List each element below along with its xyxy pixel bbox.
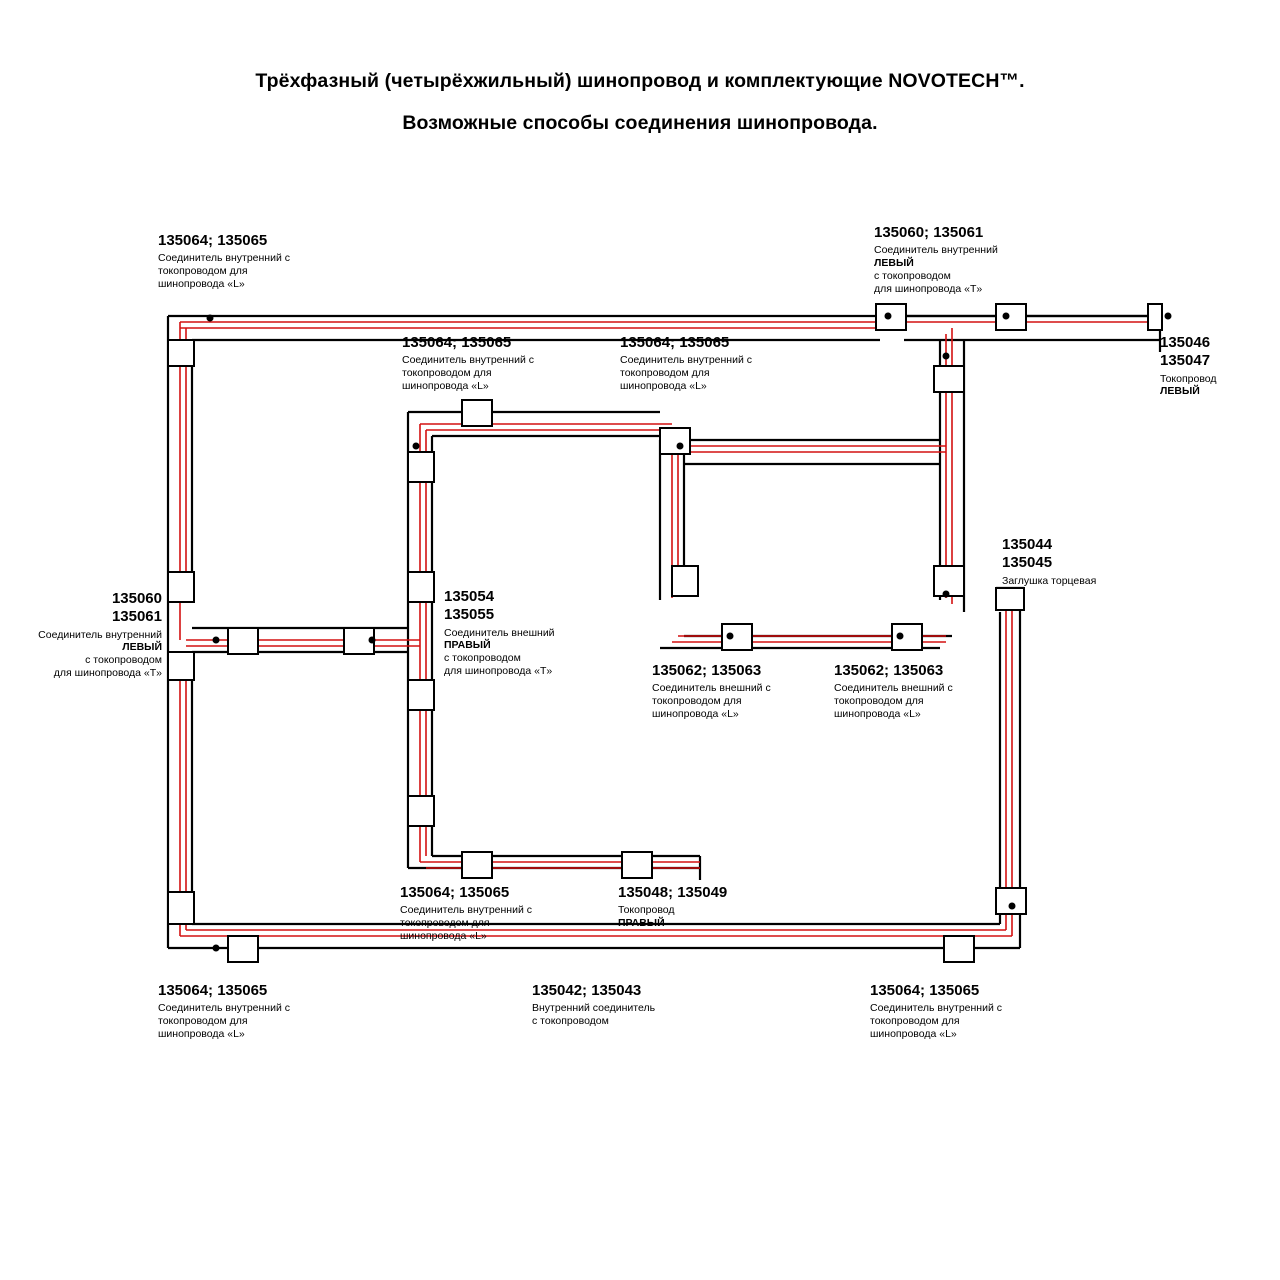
label-code: 135064; 135065 xyxy=(400,884,510,901)
connector-block xyxy=(660,428,690,454)
label-desc: Токопровод ЛЕВЫЙ xyxy=(1160,372,1217,398)
connector-block xyxy=(408,452,434,482)
label-code: 135064; 135065 xyxy=(402,334,512,351)
connector-block xyxy=(934,366,964,392)
label-desc: Соединитель внешний с токопроводом для шинопровода «L» xyxy=(652,682,771,720)
label-desc: Соединитель внутренний с токопроводом для шинопровода «L» xyxy=(158,252,290,290)
connector-block xyxy=(408,680,434,710)
connector-block xyxy=(622,852,652,878)
label-desc: Соединитель внутренний с токопроводом для шинопровода «L» xyxy=(158,1002,290,1040)
label-end-cap xyxy=(1002,536,1096,587)
label-bottom-right-l xyxy=(870,982,1002,1041)
label-outer-l-right xyxy=(834,662,953,721)
label-desc: Токопровод ПРАВЫЙ xyxy=(618,904,675,930)
label-code: 135044 xyxy=(1002,536,1053,553)
label-inner-right-l xyxy=(620,334,752,393)
label-right-track xyxy=(1160,334,1217,398)
connector-block xyxy=(1148,304,1162,330)
label-code: 135055 xyxy=(444,606,495,624)
connector-block xyxy=(722,624,752,650)
label-top-right-t xyxy=(874,224,998,295)
connector-block xyxy=(944,936,974,962)
connector-block xyxy=(408,796,434,826)
label-code: 135060 xyxy=(111,590,162,607)
connector-block xyxy=(168,572,194,602)
label-desc: Соединитель внутренний с токопроводом для шинопровода «L» xyxy=(400,904,532,942)
connector-block xyxy=(672,566,698,596)
label-code: 135064; 135065 xyxy=(620,334,730,351)
connector-blocks xyxy=(168,304,1162,962)
label-code: 135047 xyxy=(1160,352,1211,370)
label-code: 135054 xyxy=(444,588,495,605)
connector-block xyxy=(996,304,1026,330)
label-bottom-left-l xyxy=(158,982,290,1041)
label-left-t xyxy=(0,590,162,680)
label-code: 135062; 135063 xyxy=(834,662,944,679)
label-outer-l-left xyxy=(652,662,771,721)
label-right-track-bottom xyxy=(618,884,727,930)
label-desc: Заглушка торцевая xyxy=(1002,574,1097,587)
label-outer-t xyxy=(444,588,555,678)
label-code: 135064; 135065 xyxy=(158,232,268,249)
end-cap-block xyxy=(996,588,1024,610)
label-code: 135064; 135065 xyxy=(158,982,268,999)
label-desc: Соединитель внешний с токопроводом для шинопровода «L» xyxy=(834,682,953,720)
connector-block xyxy=(168,652,194,680)
label-desc: Внутренний соединитель с токопроводом xyxy=(532,1002,656,1028)
label-top-left-l xyxy=(158,232,290,291)
connector-block xyxy=(228,628,258,654)
label-desc: Соединитель внутренний с токопроводом для шинопровода «L» xyxy=(620,354,752,392)
label-code: 135042; 135043 xyxy=(532,982,642,999)
label-code: 135061 xyxy=(111,608,162,626)
connector-block xyxy=(892,624,922,650)
connector-block xyxy=(462,852,492,878)
connector-block xyxy=(408,572,434,602)
connector-block xyxy=(168,892,194,924)
label-bottom-center xyxy=(532,982,655,1028)
label-desc: Соединитель внутренний с токопроводом для шинопровода «L» xyxy=(402,354,534,392)
connector-block xyxy=(168,340,194,366)
label-code: 135045 xyxy=(1002,554,1053,572)
connector-block xyxy=(996,888,1026,914)
label-inner-left-l xyxy=(402,334,534,393)
label-code: 135062; 135063 xyxy=(652,662,762,679)
label-desc: Соединитель внутренний ЛЕВЫЙ с токопроводом для шинопровода «T» xyxy=(874,244,998,295)
label-desc: Соединитель внутренний с токопроводом для шинопровода «L» xyxy=(870,1002,1002,1040)
label-code: 135048; 135049 xyxy=(618,884,728,901)
label-desc: Соединитель внутренний ЛЕВЫЙ с токопроводом для шинопровода «T» xyxy=(38,628,162,679)
connector-block xyxy=(228,936,258,962)
label-desc: Соединитель внешний ПРАВЫЙ с токопроводом для шинопровода «T» xyxy=(444,626,555,677)
label-code: 135060; 135061 xyxy=(874,224,984,241)
connector-block xyxy=(462,400,492,426)
label-bottom-inner-l xyxy=(400,884,532,943)
label-code: 135064; 135065 xyxy=(870,982,980,999)
connector-block xyxy=(934,566,964,596)
page-title-line-2: Возможные способы соединения шинопровода. xyxy=(402,112,878,134)
page-title-line-1: Трёхфазный (четырёхжильный) шинопровод и комплектующие NOVOTECH™. xyxy=(255,70,1025,92)
label-code: 135046 xyxy=(1160,334,1211,351)
